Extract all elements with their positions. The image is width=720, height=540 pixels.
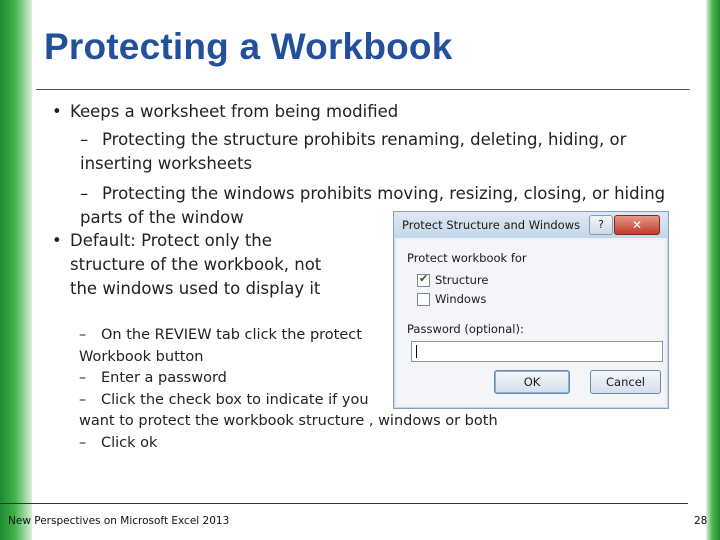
right-green-border [706, 0, 720, 540]
dash-marker: – [79, 370, 87, 386]
footer-source: New Perspectives on Microsoft Excel 2013 [8, 515, 230, 527]
dialog-body [398, 240, 664, 404]
title-divider [36, 89, 690, 90]
close-button[interactable]: ✕ [614, 215, 660, 235]
protect-group-label: Protect workbook for [407, 251, 527, 265]
bullet-keeps-worksheet [52, 100, 398, 124]
bullet-marker: • [52, 102, 62, 121]
dash-marker: – [79, 391, 87, 408]
password-input[interactable] [411, 341, 663, 362]
ok-button[interactable]: OK [494, 370, 570, 394]
bullet-marker: • [52, 231, 62, 250]
windows-label: Windows [435, 292, 487, 306]
subbullet-text: Protecting the structure prohibits renaming, deleting, hiding, or inserting worksheets [80, 130, 627, 173]
bullet-text-line3: the windows used to display it [70, 279, 321, 298]
subbullet-structure [80, 128, 660, 176]
dash-marker: – [79, 434, 87, 451]
dialog-title: Protect Structure and Windows [402, 218, 581, 232]
dialog-titlebar [394, 212, 668, 238]
windows-checkbox[interactable] [417, 293, 430, 306]
bullet-text-line2: structure of the workbook, not [70, 255, 322, 274]
page-title: Protecting a Workbook [44, 26, 453, 67]
protect-structure-dialog [393, 211, 669, 409]
structure-checkbox[interactable] [417, 274, 430, 287]
page-number: 28 [694, 515, 708, 527]
help-button[interactable]: ? [589, 215, 613, 235]
password-label: Password (optional): [407, 322, 524, 336]
step-text: Enter a password [101, 370, 227, 386]
step-text: Click the check box to indicate if you [101, 391, 369, 408]
cancel-button[interactable]: Cancel [590, 370, 661, 394]
bullet-text: Default: Protect only the [70, 231, 272, 250]
left-green-border [0, 0, 32, 540]
text-caret [416, 345, 417, 358]
dash-marker: – [80, 184, 89, 203]
step-item-continued: Workbook button [79, 348, 204, 365]
structure-label: Structure [435, 273, 489, 287]
bullet-default [52, 229, 352, 301]
dash-marker: – [79, 327, 87, 343]
subbullet-text: Protecting the windows prohibits moving, resizing, closing, or hiding parts of the window [80, 184, 666, 227]
step-text: On the REVIEW tab click the protect [101, 327, 362, 343]
checkmark-icon: ✔ [419, 272, 429, 285]
step-item-continued: want to protect the workbook structure , windows or both [79, 413, 498, 429]
dash-marker: – [80, 130, 89, 149]
bullet-text: Keeps a worksheet from being modified [70, 102, 399, 121]
step-item [79, 433, 549, 455]
footer-divider [0, 503, 688, 504]
step-text: Click ok [101, 434, 158, 451]
